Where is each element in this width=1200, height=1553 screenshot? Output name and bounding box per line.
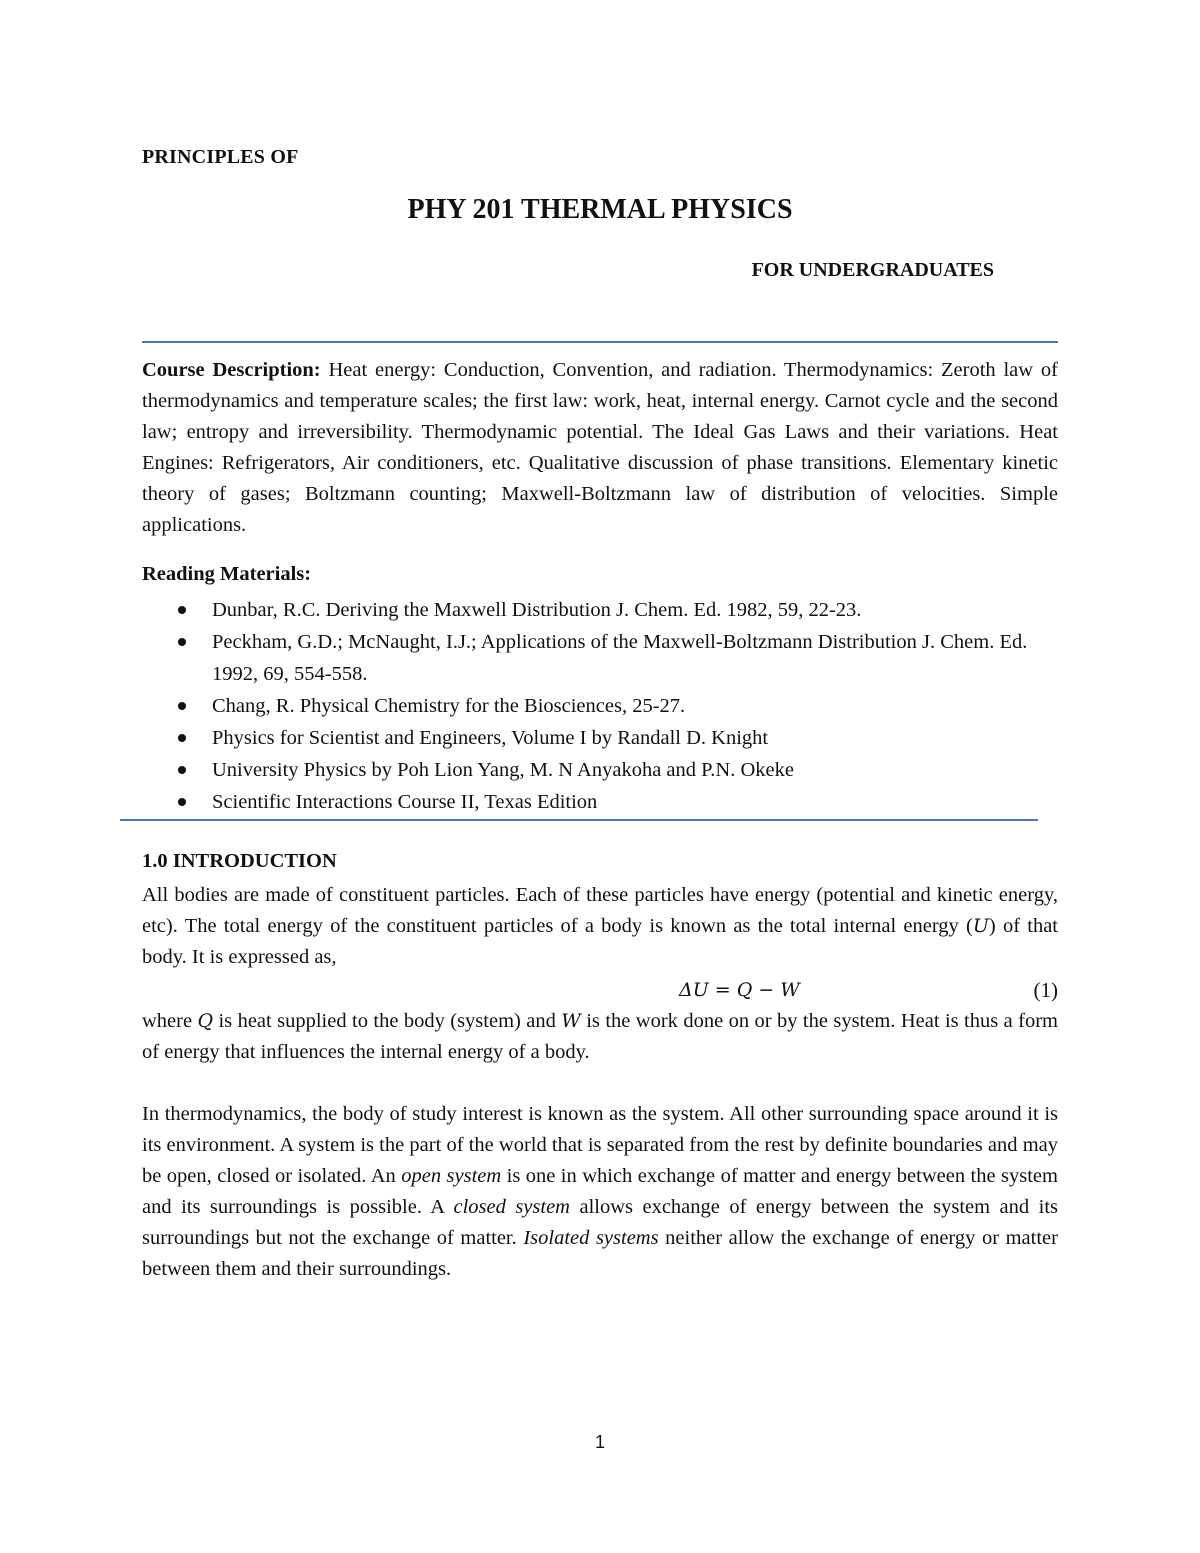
- bullet-icon: [178, 702, 186, 710]
- top-divider: [142, 341, 1058, 343]
- reading-item-text: Chang, R. Physical Chemistry for the Biosciences, 25-27.: [212, 695, 686, 717]
- course-description-label: Course Description:: [142, 359, 321, 381]
- introduction-paragraph-2: [142, 1006, 1058, 1068]
- introduction-paragraph-1: [142, 880, 1058, 973]
- reading-item-text: Dunbar, R.C. Deriving the Maxwell Distribution J. Chem. Ed. 1982, 59, 22-23.: [212, 599, 862, 621]
- text-run: is one in which exchange of matter and energy between the system and its surroundings is possible. A: [142, 1165, 1058, 1218]
- math-variable: W: [561, 1010, 581, 1032]
- list-item: [142, 690, 1058, 722]
- introduction-paragraph-3: [142, 1099, 1058, 1285]
- course-description-text: Heat energy: Conduction, Convention, and radiation. Thermodynamics: Zeroth law of thermodynamics and temperature scales; the first law: work, heat, internal energy. Carnot cycle and the second law; entropy and irreversibility. Thermodynamic potential. The Ideal Gas Laws and their variations. Heat Engines: Refrigerators, Air conditioners, etc. Qualitative discussion of phase transitions. Elementary kinetic theory of gases; Boltzmann counting; Maxwell-Boltzmann law of distribution of velocities. Simple applications.: [142, 359, 1058, 536]
- reading-item-text: Physics for Scientist and Engineers, Volume I by Randall D. Knight: [212, 727, 769, 749]
- text-run: ) of that body. It is expressed as,: [142, 915, 1058, 968]
- reading-item-text: University Physics by Poh Lion Yang, M. N Anyakoha and P.N. Okeke: [212, 759, 794, 781]
- list-item: [142, 786, 1058, 818]
- reading-materials-title: Reading Materials:: [142, 563, 312, 585]
- equation-number: (1): [1033, 978, 1058, 1002]
- page-number: 1: [594, 1432, 605, 1452]
- text-run: neither allow the exchange of energy or matter between them and their surroundings.: [142, 1227, 1058, 1280]
- text-run: is the work done on or by the system. Heat is thus a form of energy that influences the internal energy of a body.: [142, 1010, 1058, 1063]
- text-run: is heat supplied to the body (system) and: [213, 1010, 562, 1032]
- reading-item-text: Peckham, G.D.; McNaught, I.J.; Applications of the Maxwell-Boltzmann Distribution J. Chem. Ed. 1992, 69, 554-558.: [212, 631, 1028, 685]
- bullet-icon: [178, 606, 186, 614]
- text-run: In thermodynamics, the body of study interest is known as the system. All other surrounding space around it is its environment. A system is the part of the world that is separated from the rest by definite boundaries and may be open, closed or isolated. An: [142, 1103, 1058, 1187]
- reading-item-text: Scientific Interactions Course II, Texas Edition: [212, 791, 598, 813]
- text-run: where: [142, 1010, 198, 1032]
- emphasis-term: Isolated systems: [523, 1227, 659, 1249]
- bottom-divider: [120, 819, 1038, 821]
- section-heading-introduction: 1.0 INTRODUCTION: [142, 850, 337, 872]
- list-item: [142, 722, 1058, 754]
- list-item: [142, 594, 1058, 626]
- list-item: [142, 754, 1058, 786]
- text-run: All bodies are made of constituent particles. Each of these particles have energy (potential and kinetic energy, etc). The total energy of the constituent particles of a body is known as the total internal energy (: [142, 884, 1058, 937]
- equation-line: [142, 974, 1058, 1006]
- course-description: [142, 355, 1058, 541]
- emphasis-term: open system: [401, 1165, 502, 1187]
- bullet-icon: [178, 766, 186, 774]
- bullet-icon: [178, 798, 186, 806]
- bullet-icon: [178, 734, 186, 742]
- math-variable: Q: [197, 1010, 214, 1032]
- emphasis-term: closed system: [453, 1196, 570, 1218]
- bullet-icon: [178, 638, 186, 646]
- sub-title: FOR UNDERGRADUATES: [751, 259, 994, 281]
- equation: ΔU = Q − W: [679, 979, 800, 1001]
- reading-materials-list: [142, 594, 1058, 818]
- math-variable: U: [972, 915, 989, 937]
- text-run: allows exchange of energy between the system and its surroundings but not the exchange of matter.: [142, 1196, 1058, 1249]
- list-item: [142, 626, 1058, 690]
- document-title: PHY 201 THERMAL PHYSICS: [407, 194, 793, 225]
- pre-title: PRINCIPLES OF: [142, 146, 299, 168]
